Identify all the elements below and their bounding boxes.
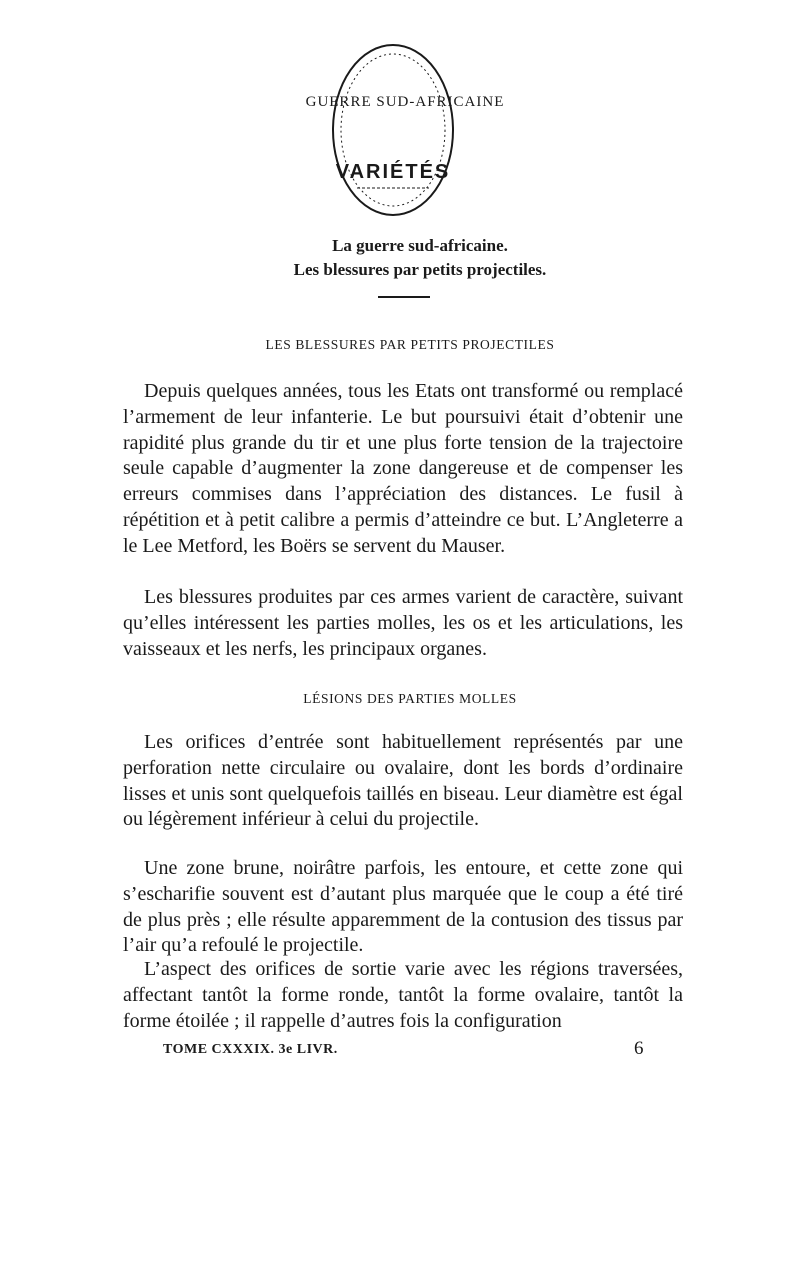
paragraph: L’aspect des orifices de sortie varie avec les régions traversées, affectant tantôt la forme ronde, tantôt la forme ovalaire, tantôt la forme étoilée ; il rappelle d’autres fois la configuration xyxy=(123,958,683,1032)
paragraph: Les orifices d’entrée sont habituellement représentés par une perforation nette circulaire ou ovalaire, dont les bords d’ordinaire lisses et unis sont quelquefois taillés en biseau. Leur diamètre est égal ou légèrement inférieur à celui du projectile. xyxy=(123,731,683,831)
signature-mark: TOME CXXXIX. 3e LIVR. xyxy=(163,1042,338,1057)
section-heading: LES BLESSURES PAR PETITS PROJECTILES xyxy=(265,337,555,352)
running-head: GUERRE SUD-AFRICAINE xyxy=(305,94,505,110)
paragraph: Une zone brune, noirâtre parfois, les entoure, et cette zone qui s’escharifie souvent est d’autant plus marquée que le coup a été tiré de plus près ; elle résulte apparemment de la contusion des tissus par l’air qu’a refoulé le projectile. xyxy=(123,857,683,957)
section-heading: LÉSIONS DES PARTIES MOLLES xyxy=(303,691,517,706)
signature-number: 6 xyxy=(634,1038,644,1059)
paragraph: Les blessures produites par ces armes varient de caractère, suivant qu’elles intéressent les parties molles, les os et les articulations, les vaisseaux et les nerfs, les principaux organes. xyxy=(123,586,683,660)
stamp-label: VARIÉTÉS xyxy=(335,161,451,183)
title-divider xyxy=(378,296,430,298)
article-title xyxy=(0,234,800,282)
article-title-line-1: La guerre sud-africaine. xyxy=(332,236,508,255)
article-title-line-2: Les blessures par petits projectiles. xyxy=(293,260,547,279)
paragraph: Depuis quelques années, tous les Etats ont transformé ou remplacé l’armement de leur infanterie. Le but poursuivi était d’obtenir une rapidité plus grande du tir et une plus forte tension de la trajectoire seule capable d’augmenter la zone dangereuse et de compenser les erreurs commises dans l’appréciation des distances. Le fusil à répétition et à petit calibre a permis d’atteindre ce but. L’Angleterre a le Lee Metford, les Boërs se servent du Mauser. xyxy=(123,380,683,557)
library-stamp xyxy=(327,38,461,230)
